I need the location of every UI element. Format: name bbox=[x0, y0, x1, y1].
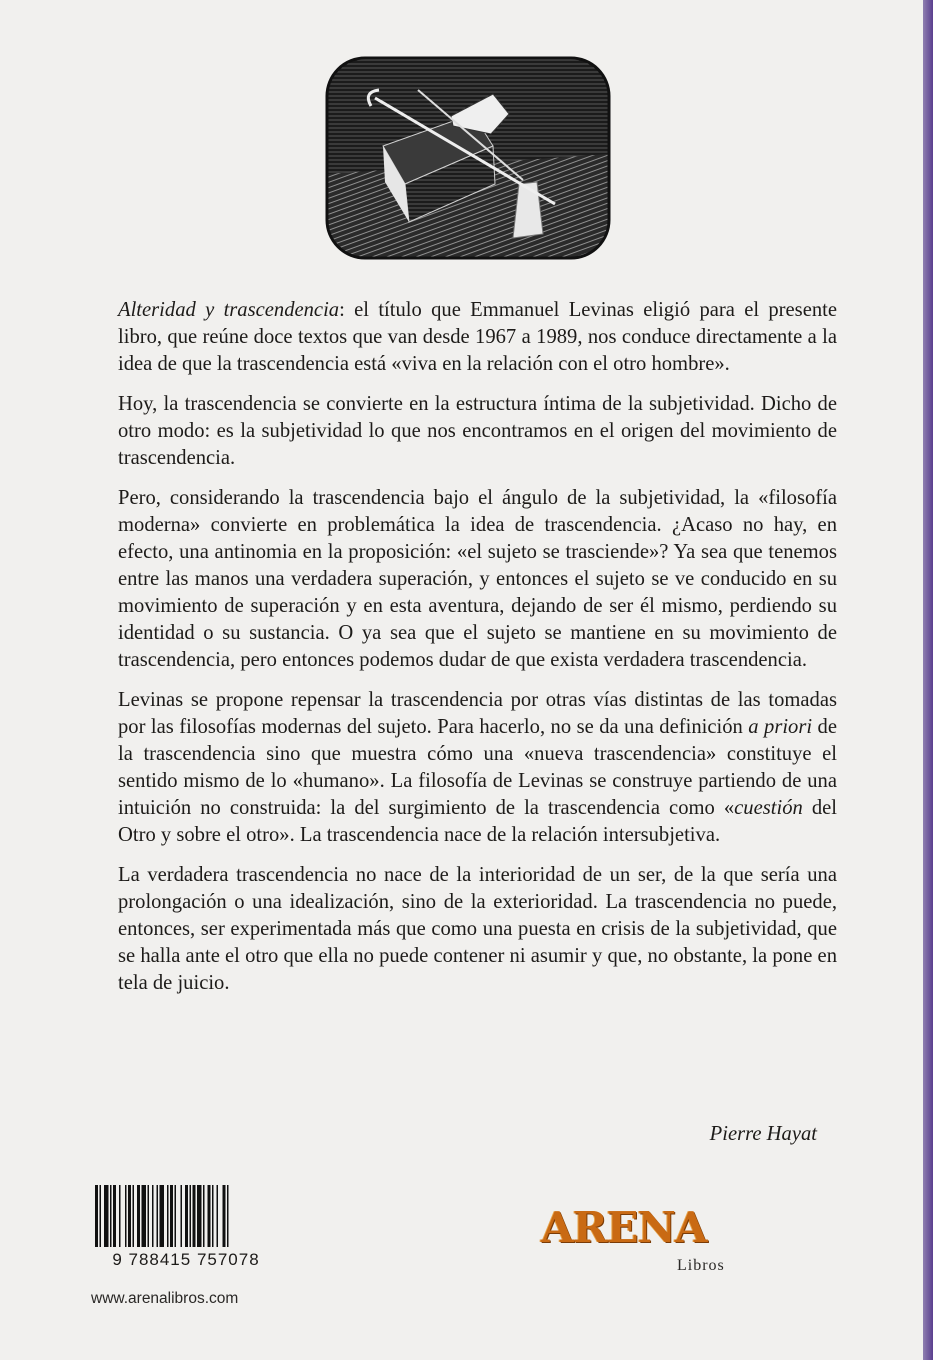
logo-word: ARENA bbox=[541, 1203, 707, 1252]
paragraph-5: La verdadera trascendencia no nace de la interioridad de un ser, de la que sería una prolongación o una idealización, sino de la exterioridad. La trascendencia no puede, entonces, ser experimentada más que como una puesta en crisis de la subjetividad, que se halla ante el otro que ella no puede contener ni asumir y que, no obstante, la pone en tela de juicio. bbox=[118, 864, 837, 994]
publisher-logo bbox=[539, 1203, 759, 1291]
isbn-number: 9 788415 757078 bbox=[112, 1250, 260, 1269]
website-link[interactable]: www.arenalibros.com bbox=[91, 1290, 239, 1307]
spine-edge bbox=[923, 0, 933, 1360]
synopsis-text bbox=[118, 297, 837, 1010]
paragraph-3: Pero, considerando la trascendencia bajo el ángulo de la subjetividad, la «filosofía moderna» convierte en problemática la idea de trascendencia. ¿Acaso no hay, en efecto, una antinomia en la proposición: «el sujeto se trasciende»? Ya sea que tenemos entre las manos una verdadera superación, y entonces el sujeto se ve conducido en su movimiento de superación y en esta aventura, dejando de ser él mismo, perdiendo su identidad o su sustancia. O ya sea que el sujeto se mantiene en su movimiento de trascendencia, pero entonces podemos dudar de que exista verdadera trascendencia. bbox=[118, 487, 837, 671]
woodcut-illustration-icon bbox=[323, 54, 613, 262]
author-signature: Pierre Hayat bbox=[709, 1123, 817, 1145]
paragraph-2: Hoy, la trascendencia se convierte en la estructura íntima de la subjetividad. Dicho de otro modo: es la subjetividad lo que nos encontramos en el origen del movimiento de trascendencia. bbox=[118, 393, 837, 469]
paragraph-1: Alteridad y trascendencia: el título que Emmanuel Levinas eligió para el presente libro, que reúne doce textos que van desde 1967 a 1989, nos conduce directamente a la idea de que la trascendencia está «viva en la relación con el otro hombre». bbox=[118, 299, 837, 375]
logo-subtitle: Libros bbox=[677, 1257, 725, 1274]
book-title: Alteridad y trascendencia bbox=[118, 299, 340, 321]
paragraph-4: Levinas se propone repensar la trascendencia por otras vías distintas de las tomadas por las filosofías modernas del sujeto. Para hacerlo, no se da una definición a priori de la trascendencia sino que muestra cómo una «nueva trascendencia» constituye el sentido mismo de lo «humano». La filosofía de Levinas se construye partiendo de una intuición no construida: la del surgimiento de la trascendencia como «cuestión del Otro y sobre el otro». La trascendencia nace de la relación intersubjetiva. bbox=[118, 689, 837, 846]
